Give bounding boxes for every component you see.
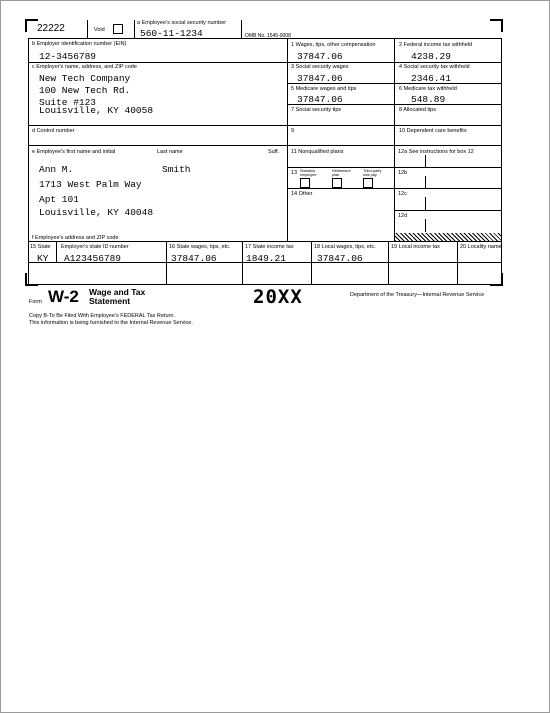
form-title-line-2: Statement <box>89 296 131 306</box>
ein-value: 12-3456789 <box>39 51 97 62</box>
omb-number: OMB No. 1545-0008 <box>245 33 291 39</box>
box16-label: 16 State wages, tips, etc. <box>169 244 231 250</box>
divider <box>28 62 287 63</box>
box12b-label: 12b <box>398 170 408 176</box>
state-id-value: A123456789 <box>64 253 122 264</box>
ssn-label: a Employee's social security number <box>137 20 227 26</box>
box5-value: 37847.06 <box>297 94 343 105</box>
statutory-employee-checkbox[interactable] <box>300 178 310 188</box>
divider <box>28 262 502 263</box>
shaded-area <box>395 233 501 241</box>
box4-value: 2346.41 <box>411 73 451 84</box>
box17-value: 1849.21 <box>246 253 286 264</box>
employer-line-2: 100 New Tech Rd. <box>39 85 131 96</box>
box2-value: 4238.29 <box>411 51 451 62</box>
divider <box>287 62 501 63</box>
divider <box>394 188 501 189</box>
divider <box>287 188 394 189</box>
divider <box>394 210 501 211</box>
box6-label: 6 Medicare tax withheld <box>399 86 457 92</box>
third-party-sick-pay-checkbox[interactable] <box>363 178 373 188</box>
employer-line-3: Suite #123 <box>39 97 97 108</box>
ein-label: b Employer identification number (EIN) <box>32 41 127 47</box>
form-word: Form <box>29 299 42 305</box>
divider <box>87 20 88 38</box>
box2-label: 2 Federal income tax withheld <box>399 42 473 48</box>
retirement-plan-checkbox[interactable] <box>332 178 342 188</box>
box11-label: 11 Nonqualified plans <box>291 149 344 155</box>
employer-name-label: c Employer's name, address, and ZIP code <box>32 64 137 70</box>
box13-label: 13 <box>291 170 298 176</box>
box3-label: 3 Social security wages <box>291 64 349 70</box>
last-name-label: Last name <box>157 149 183 155</box>
void-checkbox[interactable] <box>113 24 123 34</box>
tax-year: 20XX <box>253 286 303 308</box>
statutory-employee-label: Statutory employee <box>300 169 317 177</box>
employee-first-name: Ann M. <box>39 164 74 175</box>
box17-label: 17 State income tax <box>245 244 294 250</box>
divider <box>425 176 426 188</box>
box8-label: 8 Allocated tips <box>399 107 436 113</box>
box1-value: 37847.06 <box>297 51 343 62</box>
box12a-label: 12a See instructions for box 12 <box>398 149 474 155</box>
box18-value: 37847.06 <box>317 253 363 264</box>
copy-b-line-2: This information is being furnished to the Internal Revenue Service. <box>29 320 193 326</box>
box5-label: 5 Medicare wages and tips <box>291 86 357 92</box>
state-value: KY <box>37 253 49 264</box>
divider <box>287 167 394 168</box>
void-label: Void <box>94 27 105 33</box>
divider <box>425 219 426 232</box>
divider <box>287 104 501 105</box>
divider <box>134 20 135 38</box>
divider <box>28 145 287 146</box>
box18-label: 18 Local wages, tips, etc. <box>314 244 376 250</box>
employee-address-label: f Employee's address and ZIP code <box>32 235 119 241</box>
form-number: W-2 <box>48 287 79 306</box>
box9-label: 9 <box>291 128 295 134</box>
divider <box>425 197 426 210</box>
retirement-plan-label: Retirement plan <box>332 169 351 177</box>
box10-label: 10 Dependent care benefits <box>399 128 467 134</box>
employer-line-4: Louisville, KY 40058 <box>39 105 154 116</box>
box20-label: 20 Locality name <box>460 244 502 250</box>
department-label: Department of the Treasury—Internal Revenue Service <box>350 292 485 298</box>
box15-label: 15 State <box>30 244 51 250</box>
box1-label: 1 Wages, tips, other compensation <box>291 42 376 48</box>
divider <box>28 284 502 285</box>
divider <box>241 20 242 38</box>
divider <box>287 83 501 84</box>
corner-mark-top-right <box>489 19 503 33</box>
divider <box>425 155 426 167</box>
box6-value: 548.89 <box>411 94 446 105</box>
box12d-label: 12d <box>398 213 408 219</box>
third-party-sick-pay-label: Third-party sick pay <box>363 169 382 177</box>
divider <box>287 145 501 146</box>
employee-address-line-1: 1713 West Palm Way <box>39 179 142 190</box>
employee-address-line-2: Apt 101 <box>39 194 79 205</box>
box3-value: 37847.06 <box>297 73 343 84</box>
employee-last-name: Smith <box>162 164 191 175</box>
divider <box>287 38 288 241</box>
control-number-label: d Control number <box>32 128 75 134</box>
divider <box>394 167 501 168</box>
employer-line-1: New Tech Company <box>39 73 131 84</box>
employer-state-id-label: Employer's state ID number <box>61 244 129 250</box>
box16-value: 37847.06 <box>171 253 217 264</box>
control-code: 22222 <box>37 23 65 34</box>
copy-b-line-1: Copy B-To Be Filed With Employee's FEDERAL Tax Return. <box>29 313 175 319</box>
divider <box>56 241 57 262</box>
employee-address-line-3: Louisville, KY 40048 <box>39 207 154 218</box>
employee-first-name-label: e Employee's first name and initial <box>32 149 116 155</box>
box4-label: 4 Social security tax withheld <box>399 64 470 70</box>
frame-left <box>28 38 29 284</box>
box12c-label: 12c <box>398 191 407 197</box>
box14-label: 14 Other <box>291 191 313 197</box>
suffix-label: Suff. <box>268 149 280 155</box>
divider <box>28 125 287 126</box>
divider <box>28 241 502 242</box>
ssn-value: 560-11-1234 <box>140 28 203 39</box>
box7-label: 7 Social security tips <box>291 107 342 113</box>
divider <box>287 125 501 126</box>
box19-label: 19 Local income tax <box>391 244 440 250</box>
form-title-line-1: Wage and Tax <box>89 287 146 297</box>
